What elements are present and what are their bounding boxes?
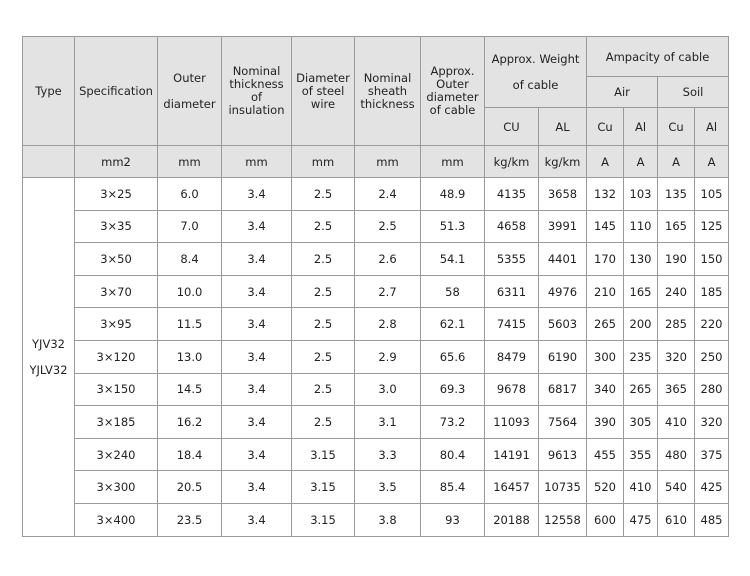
value-cell: 132 xyxy=(587,178,624,211)
header-soil-cu: Cu xyxy=(658,108,695,146)
header-weight-line2: of cable xyxy=(512,78,559,92)
value-cell: 3.4 xyxy=(222,471,292,504)
value-cell: 4976 xyxy=(539,275,587,308)
value-cell: 3.4 xyxy=(222,275,292,308)
value-cell: 165 xyxy=(624,275,658,308)
type-label: YJLV32 xyxy=(29,362,68,377)
header-cable-od-line3: diameter xyxy=(426,90,479,104)
header-ampacity: Ampacity of cable xyxy=(587,37,729,77)
value-cell: 110 xyxy=(624,210,658,243)
value-cell: 210 xyxy=(587,275,624,308)
header-insulation-thickness xyxy=(222,37,292,146)
value-cell: 125 xyxy=(695,210,729,243)
header-steel-wire-diameter xyxy=(292,37,355,146)
value-cell: 250 xyxy=(695,340,729,373)
value-cell: 23.5 xyxy=(158,503,222,536)
header-cable-od-line1: Approx. xyxy=(430,64,475,78)
table-row xyxy=(23,210,729,243)
header-soil-al: Al xyxy=(695,108,729,146)
table-header xyxy=(23,37,729,178)
value-cell: 7.0 xyxy=(158,210,222,243)
unit-cell: mm2 xyxy=(75,146,158,178)
unit-cell: mm xyxy=(355,146,421,178)
value-cell: 20.5 xyxy=(158,471,222,504)
table-body xyxy=(23,178,729,537)
value-cell: 9678 xyxy=(485,373,539,406)
value-cell: 150 xyxy=(695,243,729,276)
value-cell: 2.5 xyxy=(292,406,355,439)
unit-cell: A xyxy=(587,146,624,178)
value-cell: 16457 xyxy=(485,471,539,504)
header-insulation-line1: Nominal xyxy=(232,64,281,78)
unit-cell: mm xyxy=(421,146,485,178)
table-row xyxy=(23,308,729,341)
value-cell: 14191 xyxy=(485,438,539,471)
value-cell: 16.2 xyxy=(158,406,222,439)
value-cell: 73.2 xyxy=(421,406,485,439)
type-label: YJV32 xyxy=(32,336,65,351)
value-cell: 300 xyxy=(587,340,624,373)
value-cell: 145 xyxy=(587,210,624,243)
header-specification: Specification xyxy=(75,37,158,146)
specification-cell: 3×150 xyxy=(75,373,158,406)
header-outer-diameter-line1: Outer xyxy=(173,71,206,85)
header-steel-wire-line2: of steel xyxy=(301,83,345,98)
value-cell: 170 xyxy=(587,243,624,276)
value-cell: 3.4 xyxy=(222,503,292,536)
value-cell: 185 xyxy=(695,275,729,308)
value-cell: 93 xyxy=(421,503,485,536)
table-row xyxy=(23,503,729,536)
table-row xyxy=(23,373,729,406)
value-cell: 10.0 xyxy=(158,275,222,308)
value-cell: 340 xyxy=(587,373,624,406)
value-cell: 3.1 xyxy=(355,406,421,439)
specification-cell: 3×400 xyxy=(75,503,158,536)
value-cell: 3.15 xyxy=(292,503,355,536)
value-cell: 65.6 xyxy=(421,340,485,373)
value-cell: 2.5 xyxy=(292,308,355,341)
unit-cell: kg/km xyxy=(485,146,539,178)
header-cable-outer-diameter xyxy=(421,37,485,146)
value-cell: 58 xyxy=(421,275,485,308)
value-cell: 190 xyxy=(658,243,695,276)
specification-cell: 3×50 xyxy=(75,243,158,276)
value-cell: 390 xyxy=(587,406,624,439)
value-cell: 3.4 xyxy=(222,178,292,211)
header-outer-diameter xyxy=(158,37,222,146)
value-cell: 62.1 xyxy=(421,308,485,341)
unit-cell: A xyxy=(658,146,695,178)
value-cell: 3.4 xyxy=(222,438,292,471)
value-cell: 610 xyxy=(658,503,695,536)
specification-cell: 3×95 xyxy=(75,308,158,341)
value-cell: 3658 xyxy=(539,178,587,211)
value-cell: 485 xyxy=(695,503,729,536)
header-air-cu: Cu xyxy=(587,108,624,146)
value-cell: 540 xyxy=(658,471,695,504)
value-cell: 265 xyxy=(624,373,658,406)
value-cell: 280 xyxy=(695,373,729,406)
value-cell: 2.8 xyxy=(355,308,421,341)
header-air: Air xyxy=(587,77,658,108)
value-cell: 2.4 xyxy=(355,178,421,211)
value-cell: 130 xyxy=(624,243,658,276)
value-cell: 4135 xyxy=(485,178,539,211)
units-row xyxy=(23,146,729,178)
header-weight-al: AL xyxy=(539,108,587,146)
value-cell: 320 xyxy=(658,340,695,373)
unit-cell: mm xyxy=(222,146,292,178)
header-sheath-line3: thickness xyxy=(360,96,415,111)
value-cell: 48.9 xyxy=(421,178,485,211)
value-cell: 2.5 xyxy=(292,210,355,243)
value-cell: 6.0 xyxy=(158,178,222,211)
value-cell: 265 xyxy=(587,308,624,341)
value-cell: 11093 xyxy=(485,406,539,439)
value-cell: 2.5 xyxy=(292,373,355,406)
value-cell: 3.3 xyxy=(355,438,421,471)
header-weight-line1: Approx. Weight xyxy=(491,52,580,66)
value-cell: 3.15 xyxy=(292,438,355,471)
header-weight-cu: CU xyxy=(485,108,539,146)
header-type: Type xyxy=(23,37,75,146)
table-row xyxy=(23,406,729,439)
value-cell: 365 xyxy=(658,373,695,406)
table-row xyxy=(23,275,729,308)
value-cell: 105 xyxy=(695,178,729,211)
value-cell: 410 xyxy=(658,406,695,439)
value-cell: 14.5 xyxy=(158,373,222,406)
table-row xyxy=(23,438,729,471)
header-insulation-line4: insulation xyxy=(228,103,285,117)
unit-cell: kg/km xyxy=(539,146,587,178)
header-sheath-line2: sheath xyxy=(367,83,408,98)
value-cell: 2.5 xyxy=(292,178,355,211)
value-cell: 6817 xyxy=(539,373,587,406)
value-cell: 3.15 xyxy=(292,471,355,504)
value-cell: 355 xyxy=(624,438,658,471)
value-cell: 13.0 xyxy=(158,340,222,373)
value-cell: 320 xyxy=(695,406,729,439)
value-cell: 7415 xyxy=(485,308,539,341)
value-cell: 220 xyxy=(695,308,729,341)
value-cell: 3.5 xyxy=(355,471,421,504)
value-cell: 240 xyxy=(658,275,695,308)
value-cell: 8.4 xyxy=(158,243,222,276)
value-cell: 2.5 xyxy=(355,210,421,243)
header-insulation-line3: of xyxy=(250,90,263,104)
header-sheath-line1: Nominal xyxy=(363,70,412,85)
value-cell: 2.5 xyxy=(292,340,355,373)
units-blank-cell xyxy=(23,146,75,178)
unit-cell: A xyxy=(695,146,729,178)
value-cell: 285 xyxy=(658,308,695,341)
table-row xyxy=(23,243,729,276)
value-cell: 5355 xyxy=(485,243,539,276)
value-cell: 80.4 xyxy=(421,438,485,471)
value-cell: 4401 xyxy=(539,243,587,276)
value-cell: 3.4 xyxy=(222,406,292,439)
value-cell: 2.5 xyxy=(292,275,355,308)
value-cell: 7564 xyxy=(539,406,587,439)
value-cell: 20188 xyxy=(485,503,539,536)
specification-cell: 3×240 xyxy=(75,438,158,471)
specification-cell: 3×25 xyxy=(75,178,158,211)
value-cell: 5603 xyxy=(539,308,587,341)
type-cell xyxy=(23,178,75,537)
value-cell: 425 xyxy=(695,471,729,504)
value-cell: 2.6 xyxy=(355,243,421,276)
value-cell: 54.1 xyxy=(421,243,485,276)
unit-cell: A xyxy=(624,146,658,178)
specification-cell: 3×185 xyxy=(75,406,158,439)
value-cell: 3.8 xyxy=(355,503,421,536)
value-cell: 103 xyxy=(624,178,658,211)
value-cell: 12558 xyxy=(539,503,587,536)
value-cell: 2.7 xyxy=(355,275,421,308)
header-approx-weight xyxy=(485,37,587,108)
value-cell: 6190 xyxy=(539,340,587,373)
value-cell: 305 xyxy=(624,406,658,439)
value-cell: 51.3 xyxy=(421,210,485,243)
header-air-al: Al xyxy=(624,108,658,146)
unit-cell: mm xyxy=(292,146,355,178)
value-cell: 375 xyxy=(695,438,729,471)
value-cell: 3.4 xyxy=(222,243,292,276)
header-steel-wire-line1: Diameter xyxy=(296,70,350,85)
value-cell: 455 xyxy=(587,438,624,471)
specification-cell: 3×300 xyxy=(75,471,158,504)
value-cell: 2.9 xyxy=(355,340,421,373)
value-cell: 235 xyxy=(624,340,658,373)
table-row xyxy=(23,178,729,211)
table-row xyxy=(23,340,729,373)
value-cell: 4658 xyxy=(485,210,539,243)
value-cell: 18.4 xyxy=(158,438,222,471)
header-cable-od-line4: of cable xyxy=(429,103,476,117)
value-cell: 520 xyxy=(587,471,624,504)
value-cell: 3.4 xyxy=(222,373,292,406)
cable-spec-table xyxy=(22,36,729,537)
specification-cell: 3×35 xyxy=(75,210,158,243)
value-cell: 135 xyxy=(658,178,695,211)
value-cell: 3.4 xyxy=(222,308,292,341)
table-row xyxy=(23,471,729,504)
value-cell: 11.5 xyxy=(158,308,222,341)
header-sheath-thickness xyxy=(355,37,421,146)
value-cell: 10735 xyxy=(539,471,587,504)
unit-cell: mm xyxy=(158,146,222,178)
header-cable-od-line2: Outer xyxy=(436,77,469,91)
header-soil: Soil xyxy=(658,77,729,108)
value-cell: 3.4 xyxy=(222,210,292,243)
cable-spec-table-container xyxy=(22,36,729,537)
value-cell: 3991 xyxy=(539,210,587,243)
value-cell: 410 xyxy=(624,471,658,504)
header-insulation-line2: thickness xyxy=(229,77,284,91)
value-cell: 475 xyxy=(624,503,658,536)
value-cell: 69.3 xyxy=(421,373,485,406)
value-cell: 480 xyxy=(658,438,695,471)
value-cell: 2.5 xyxy=(292,243,355,276)
specification-cell: 3×120 xyxy=(75,340,158,373)
value-cell: 9613 xyxy=(539,438,587,471)
value-cell: 600 xyxy=(587,503,624,536)
value-cell: 165 xyxy=(658,210,695,243)
header-steel-wire-line3: wire xyxy=(310,96,336,111)
value-cell: 3.4 xyxy=(222,340,292,373)
value-cell: 8479 xyxy=(485,340,539,373)
specification-cell: 3×70 xyxy=(75,275,158,308)
header-outer-diameter-line2: diameter xyxy=(163,97,216,111)
value-cell: 200 xyxy=(624,308,658,341)
value-cell: 6311 xyxy=(485,275,539,308)
value-cell: 3.0 xyxy=(355,373,421,406)
value-cell: 85.4 xyxy=(421,471,485,504)
